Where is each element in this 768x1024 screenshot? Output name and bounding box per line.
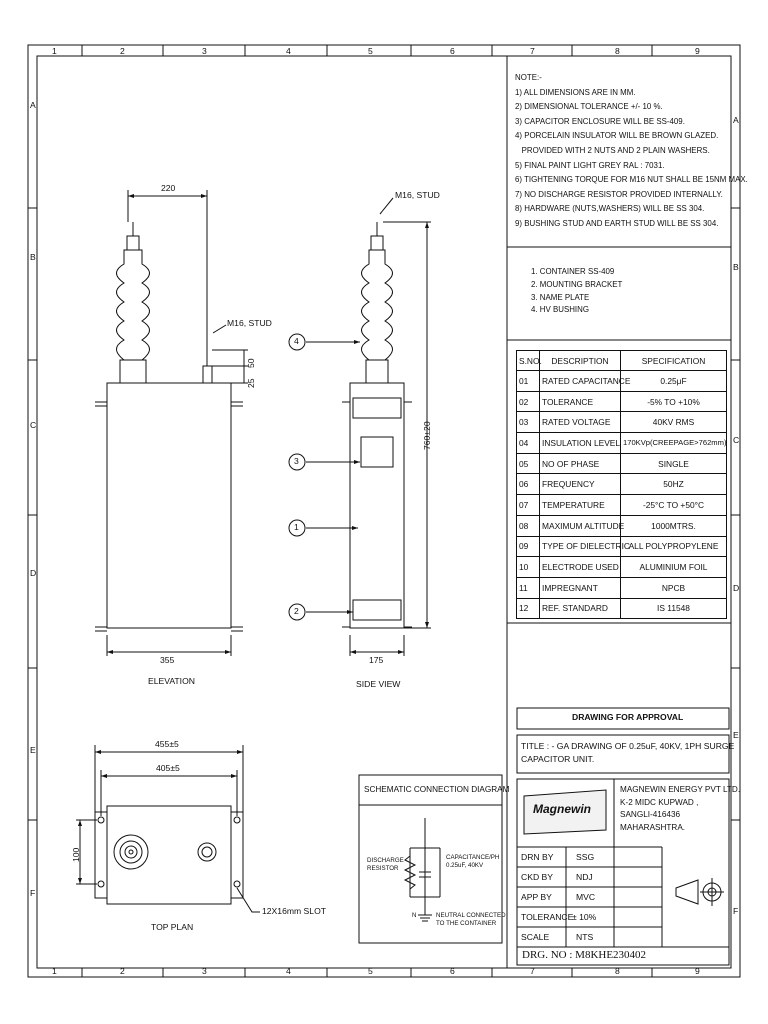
grid-col-2-bottom: 2 <box>120 966 125 976</box>
signoff-label: TOLERANCE <box>521 912 574 922</box>
grid-col-6-bottom: 6 <box>450 966 455 976</box>
grid-col-5-bottom: 5 <box>368 966 373 976</box>
callout-1: 1 <box>294 522 299 532</box>
grid-col-7-bottom: 7 <box>530 966 535 976</box>
spec-row <box>517 557 727 578</box>
spec-description: RATED CAPACITANCE <box>540 371 621 392</box>
spec-sno: 07 <box>517 495 540 516</box>
grid-row-b: B <box>30 252 36 262</box>
drawing-title <box>521 740 734 766</box>
elevation-dim-50: 50 <box>246 358 256 368</box>
grid-row-c-right: C <box>733 435 740 445</box>
note-line: 9) BUSHING STUD AND EARTH STUD WILL BE SS 304. <box>515 217 719 228</box>
company-logo: Magnewin <box>533 802 592 816</box>
elevation-stud-label: M16, STUD <box>227 318 272 328</box>
schematic-title: SCHEMATIC CONNECTION DIAGRAM <box>364 785 510 794</box>
spec-row <box>517 391 727 412</box>
schematic-left-label-line: RESISTOR <box>367 865 399 872</box>
part-item: 3. NAME PLATE <box>531 291 590 302</box>
spec-header-row <box>517 351 727 371</box>
spec-value: 40KV RMS <box>621 412 727 433</box>
spec-sno: 05 <box>517 453 540 474</box>
side-view-caption: SIDE VIEW <box>356 679 401 689</box>
spec-description: TOLERANCE <box>540 391 621 412</box>
note-line: 5) FINAL PAINT LIGHT GREY RAL : 7031. <box>515 159 665 170</box>
notes-heading: NOTE:- <box>515 72 542 82</box>
spec-value: 1000MTRS. <box>621 515 727 536</box>
signoff-value: NDJ <box>576 872 593 882</box>
note-line: PROVIDED WITH 2 NUTS AND 2 PLAIN WASHERS. <box>515 144 710 155</box>
grid-col-9-bottom: 9 <box>695 966 700 976</box>
schematic-right-label-line: CAPACITANCE/PH <box>446 854 500 861</box>
spec-value: ALL POLYPROPYLENE <box>621 536 727 557</box>
spec-value: IS 11548 <box>621 598 727 619</box>
grid-row-a: A <box>30 100 36 110</box>
spec-row <box>517 495 727 516</box>
notes-block <box>515 70 748 231</box>
grid-row-c: C <box>30 420 37 430</box>
spec-description: RATED VOLTAGE <box>540 412 621 433</box>
signoff-label: APP BY <box>521 892 552 902</box>
spec-sno: 02 <box>517 391 540 412</box>
spec-description: INSULATION LEVEL <box>540 433 621 454</box>
signoff-value: MVC <box>576 892 596 902</box>
drawing-number: DRG. NO : M8KHE230402 <box>522 949 647 961</box>
spec-header-description: DESCRIPTION <box>540 351 621 371</box>
grid-row-f: F <box>30 888 36 898</box>
spec-row <box>517 371 727 392</box>
note-line: 6) TIGHTENING TORQUE FOR M16 NUT SHALL BE 15NM MAX. <box>515 174 748 185</box>
spec-header-sno: S.NO. <box>517 351 540 371</box>
note-line: 4) PORCELAIN INSULATOR WILL BE BROWN GLAZED. <box>515 130 719 141</box>
spec-sno: 08 <box>517 515 540 536</box>
schematic-right-label-line: 0.25uF, 40KV <box>446 862 484 869</box>
schematic-left-label <box>367 857 404 873</box>
spec-sno: 11 <box>517 577 540 598</box>
note-line: 2) DIMENSIONAL TOLERANCE +/- 10 %. <box>515 101 663 112</box>
spec-value: NPCB <box>621 577 727 598</box>
grid-col-7: 7 <box>530 46 535 56</box>
company-address <box>620 784 740 834</box>
spec-row <box>517 515 727 536</box>
top-plan-caption: TOP PLAN <box>151 922 194 932</box>
spec-value: 170KVp(CREEPAGE>762mm) <box>621 433 727 454</box>
part-item: 4. HV BUSHING <box>531 304 590 315</box>
drawing-title-line: TITLE : - GA DRAWING OF 0.25uF, 40KV, 1PH SURGE <box>521 741 735 751</box>
approval-heading: DRAWING FOR APPROVAL <box>572 712 684 722</box>
signoff-value: NTS <box>576 932 594 942</box>
signoff-label: CKD BY <box>521 872 553 882</box>
side-view <box>306 198 431 656</box>
elevation-view <box>95 190 248 656</box>
top-plan-dim-outer: 455±5 <box>155 739 179 749</box>
spec-value: ALUMINIUM FOIL <box>621 557 727 578</box>
company-line: K-2 MIDC KUPWAD , <box>620 797 699 807</box>
elevation-dim-220: 220 <box>161 183 176 193</box>
spec-row <box>517 536 727 557</box>
note-line: 7) NO DISCHARGE RESISTOR PROVIDED INTERNALLY. <box>515 188 723 199</box>
schematic-bottom-label <box>436 912 506 928</box>
elevation-dim-25: 25 <box>246 378 256 388</box>
callout-circles <box>289 334 305 620</box>
spec-row <box>517 598 727 619</box>
schematic-bottom-label-line: NEUTRAL CONNECTED <box>436 912 506 919</box>
company-line: SANGLI-416436 <box>620 810 681 820</box>
spec-row <box>517 474 727 495</box>
spec-value: 0.25μF <box>621 371 727 392</box>
schematic-left-label-line: DISCHARGE <box>367 857 404 864</box>
spec-description: MAXIMUM ALTITUDE <box>540 515 621 536</box>
grid-col-8-bottom: 8 <box>615 966 620 976</box>
spec-description: REF. STANDARD <box>540 598 621 619</box>
spec-sno: 03 <box>517 412 540 433</box>
elevation-caption: ELEVATION <box>148 676 195 686</box>
grid-col-4: 4 <box>286 46 291 56</box>
elevation-dim-355: 355 <box>160 655 175 665</box>
callout-3: 3 <box>294 456 299 466</box>
spec-row <box>517 412 727 433</box>
spec-value: -25°C TO +50°C <box>621 495 727 516</box>
grid-col-6: 6 <box>450 46 455 56</box>
company-line: MAHARASHTRA. <box>620 822 686 832</box>
company-line: MAGNEWIN ENERGY PVT LTD. <box>620 785 741 794</box>
grid-col-8: 8 <box>615 46 620 56</box>
signoff-value: SSG <box>576 852 595 862</box>
arrow-heads <box>78 194 429 884</box>
drawing-title-line: CAPACITOR UNIT. <box>521 754 595 764</box>
spec-sno: 01 <box>517 371 540 392</box>
note-line: 8) HARDWARE (NUTS,WASHERS) WILL BE SS 304. <box>515 203 705 214</box>
schematic-n-label: N <box>412 912 417 919</box>
top-plan-dim-inner: 405±5 <box>156 763 180 773</box>
spec-sno: 10 <box>517 557 540 578</box>
grid-col-3-bottom: 3 <box>202 966 207 976</box>
spec-description: TEMPERATURE <box>540 495 621 516</box>
callout-4: 4 <box>294 336 299 346</box>
spec-value: SINGLE <box>621 453 727 474</box>
spec-sno: 12 <box>517 598 540 619</box>
signoff-value: ± 10% <box>572 912 597 922</box>
signoff-label: DRN BY <box>521 852 554 862</box>
side-view-stud-label: M16, STUD <box>395 190 440 200</box>
grid-col-1-bottom: 1 <box>52 966 57 976</box>
grid-row-d: D <box>30 568 37 578</box>
schematic-bottom-label-line: TO THE CONTAINER <box>436 920 497 927</box>
grid-row-f-right: F <box>733 906 739 916</box>
spec-description: TYPE OF DIELECTRIC <box>540 536 621 557</box>
grid-col-2: 2 <box>120 46 125 56</box>
grid-row-e: E <box>30 745 36 755</box>
grid-col-4-bottom: 4 <box>286 966 291 976</box>
spec-sno: 06 <box>517 474 540 495</box>
grid-row-b-right: B <box>733 262 739 272</box>
spec-sno: 09 <box>517 536 540 557</box>
grid-row-a-right: A <box>733 115 739 125</box>
signoff-label: SCALE <box>521 932 550 942</box>
spec-description: IMPREGNANT <box>540 577 621 598</box>
grid-row-e-right: E <box>733 730 739 740</box>
callout-2: 2 <box>294 606 299 616</box>
schematic-right-label <box>446 854 499 870</box>
spec-row <box>517 433 727 454</box>
note-line: 1) ALL DIMENSIONS ARE IN MM. <box>515 86 636 97</box>
part-item: 1. CONTAINER SS-409 <box>531 266 615 276</box>
spec-value: 50HZ <box>621 474 727 495</box>
side-view-dim-175: 175 <box>369 655 384 665</box>
spec-row <box>517 453 727 474</box>
spec-description: FREQUENCY <box>540 474 621 495</box>
grid-row-d-right: D <box>733 583 740 593</box>
grid-col-3: 3 <box>202 46 207 56</box>
note-line: 3) CAPACITOR ENCLOSURE WILL BE SS-409. <box>515 115 685 126</box>
top-plan-slot-label: 12X16mm SLOT <box>262 906 326 916</box>
top-plan-dim-depth: 100 <box>71 847 81 862</box>
spec-row <box>517 577 727 598</box>
part-item: 2. MOUNTING BRACKET <box>531 278 623 289</box>
spec-header-specification: SPECIFICATION <box>621 351 727 371</box>
side-view-dim-760: 760±20 <box>422 421 432 450</box>
spec-value: -5% TO +10% <box>621 391 727 412</box>
grid-col-5: 5 <box>368 46 373 56</box>
parts-legend <box>531 265 622 316</box>
grid-col-1: 1 <box>52 46 57 56</box>
spec-description: ELECTRODE USED <box>540 557 621 578</box>
spec-description: NO OF PHASE <box>540 453 621 474</box>
specification-table <box>516 350 727 619</box>
spec-sno: 04 <box>517 433 540 454</box>
grid-col-9: 9 <box>695 46 700 56</box>
